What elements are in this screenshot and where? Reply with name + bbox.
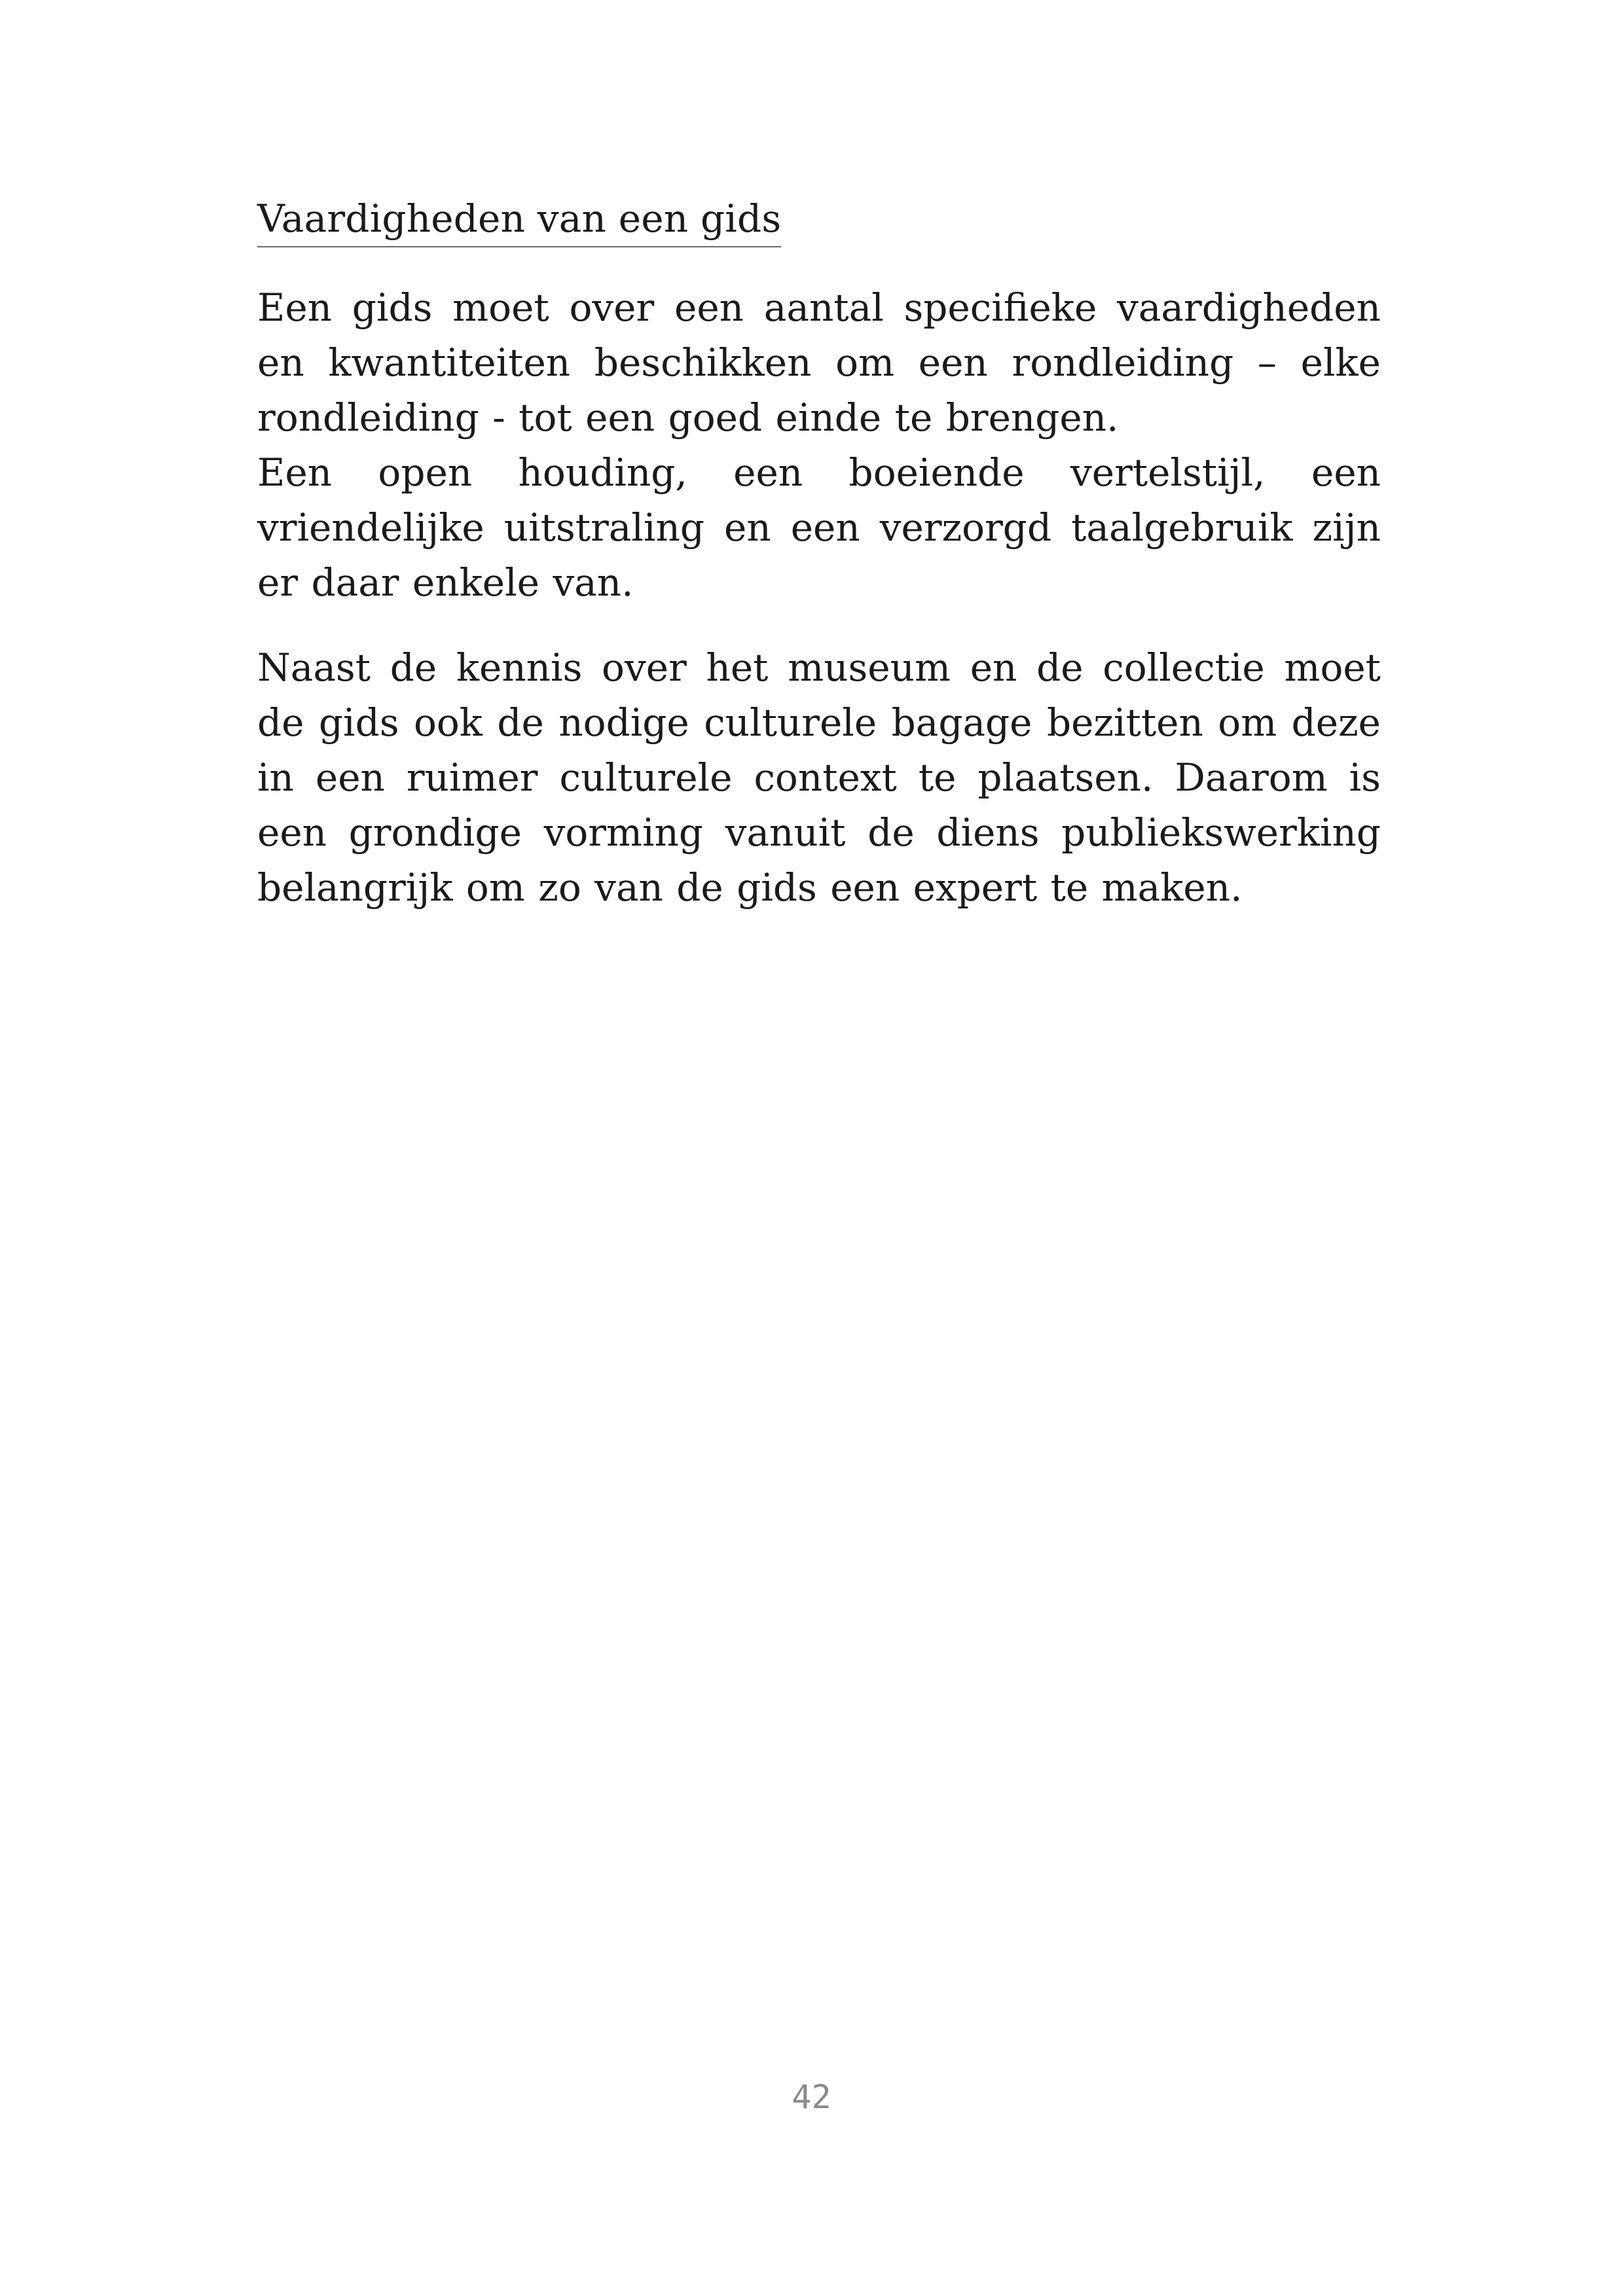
paragraph-qualities: Een open houding, een boeiende vertelstijl, een vriendelijke uitstraling en een verzorgd taalgebruik zijn er daar enkele van. — [257, 450, 1381, 605]
page-content — [257, 196, 1381, 915]
section-heading: Vaardigheden van een gids — [257, 196, 781, 247]
paragraph-skills: Een gids moet over een aantal specifieke vaardigheden en kwantiteiten beschikken om een rondleiding – elke rondleiding - tot een goed einde te brengen. — [257, 285, 1381, 440]
paragraph-knowledge: Naast de kennis over het museum en de collectie moet de gids ook de nodige culturele bagage bezitten om deze in een ruimer culturele context te plaatsen. Daarom is een grondige vorming vanuit de diens publiekswerking belangrijk om zo van de gids een expert te maken. — [257, 645, 1381, 910]
page-number: 42 — [792, 2078, 831, 2116]
